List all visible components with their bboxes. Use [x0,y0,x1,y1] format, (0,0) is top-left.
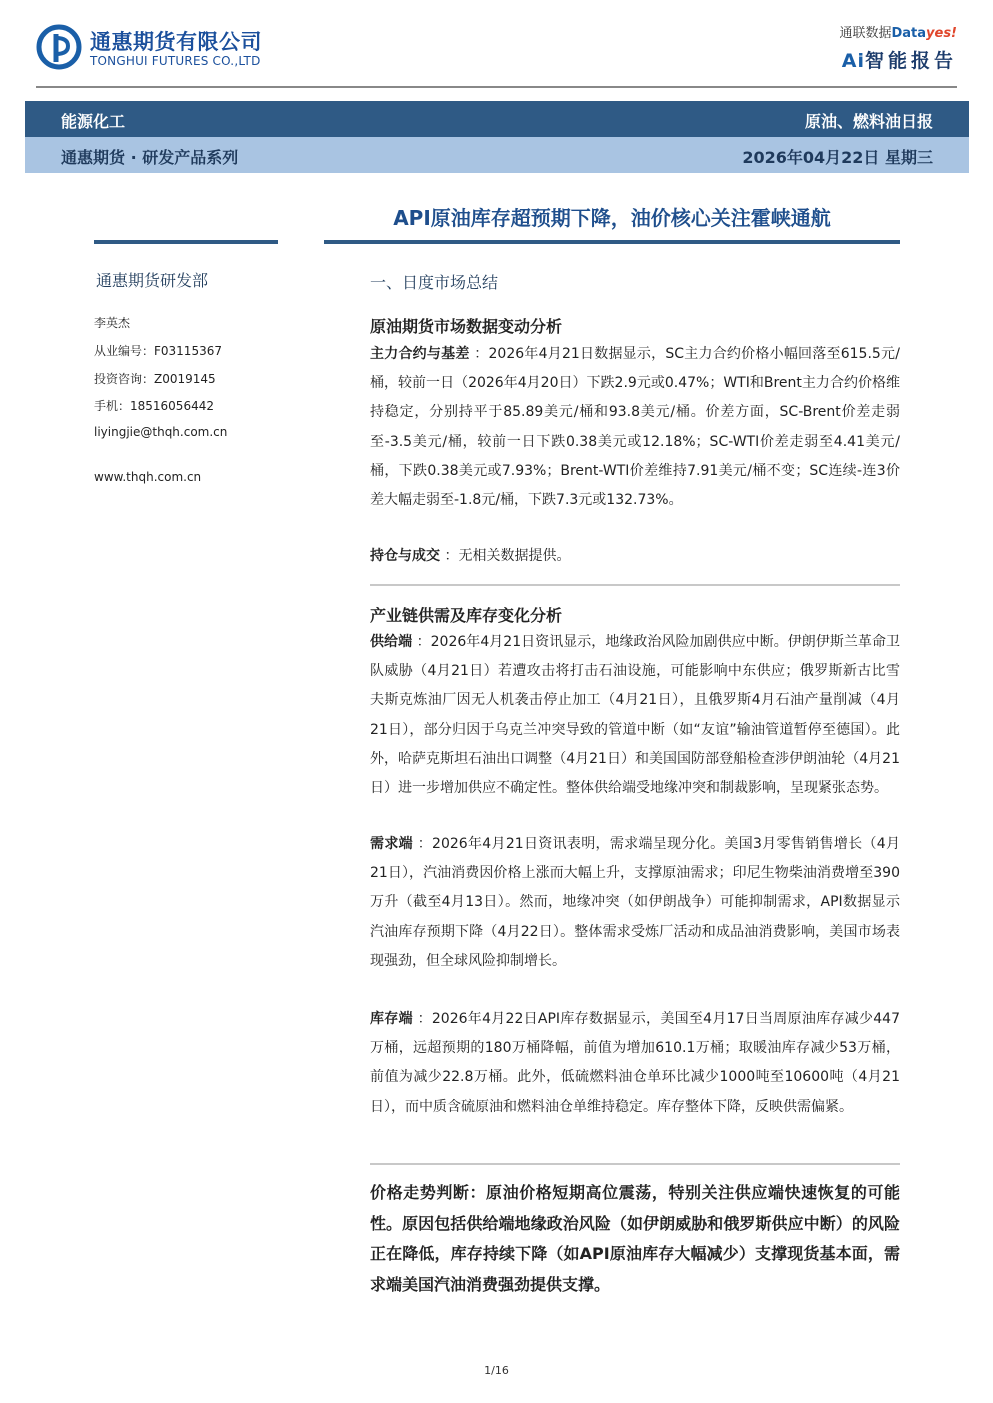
paragraph-positions [370,542,900,571]
ai-report-text: 智能报告 [864,50,957,72]
report-type-label: 原油、燃料油日报 [804,112,933,131]
price-trend-conclusion: 价格走势判断：原油价格短期高位震荡，特别关注供应端快速恢复的可能性。原因包括供给端地缘政治风险（如伊朗威胁和俄罗斯供应中断）的风险正在降低，库存持续下降（如API原油库存大幅减少）支撑现货基本面，需求端美国汽油消费强劲提供支撑。 [370,1183,900,1294]
series-label: 通惠期货 · 研发产品系列 [61,148,239,167]
report-headline: API原油库存超预期下降，油价核心关注霍峡通航 [393,206,831,230]
paragraph-text: ：无相关数据提供。 [440,548,571,564]
company-logo-icon [36,24,82,70]
paragraph-label: 库存端 [370,1011,413,1027]
section-divider [370,1163,900,1165]
paragraph-text: ：2026年4月21日数据显示，SC主力合约价格小幅回落至615.5元/桶，较前一日（2026年4月20日）下跌2.9元或0.47%；WTI和Brent主力合约价格维持稳定，分别持平于85.89美元/桶和93.8美元/桶。价差方面，SC-Brent价差走弱至-3.5美元/桶，较前一日下跌0.38美元或12.18%；SC-WTI价差走弱至4.41美元/桶，下跌0.38美元或7.93%；Brent-WTI价差维持7.91美元/桶不变；SC连续-连3价差大幅走弱至-1.8元/桶，下跌7.3元或132.73%。 [370,346,900,509]
company-name-cn: 通惠期货有限公司 [90,30,262,54]
ai-report-label [842,46,957,73]
section-title-market-summary: 一、日度市场总结 [370,273,499,292]
series-band [25,137,969,173]
license-number: 从业编号：F03115367 [94,344,222,358]
paragraph-text: ：2026年4月22日API库存数据显示，美国至4月17日当周原油库存减少447万桶，远超预期的180万桶降幅，前值为增加610.1万桶；取暖油库存减少53万桶，前值为减少22.8万桶。此外，低硫燃料油仓单环比减少1000吨至10600吨（4月21日），而中质含硫原油和燃料油仓单维持稳定。库存整体下降，反映供需偏紧。 [370,1011,900,1115]
paragraph-text: ：2026年4月21日资讯表明，需求端呈现分化。美国3月零售销售增长（4月21日），汽油消费因价格上涨而大幅上升，支撑原油需求；印尼生物柴油消费增至390万升（截至4月13日）。然而，地缘冲突（如伊朗战争）可能抑制需求，API数据显示汽油库存预期下降（4月22日）。整体需求受炼厂活动和成品油消费影响，美国市场表现强劲，但全球风险抑制增长。 [370,836,900,969]
header-divider [36,86,957,88]
email-link[interactable]: liyingjie@thqh.com.cn [94,425,228,439]
company-name-en: TONGHUI FUTURES CO.,LTD [90,54,261,68]
page-number: 1/16 [484,1364,509,1377]
paragraph-inventory [370,1005,900,1122]
category-label: 能源化工 [61,112,126,131]
category-band [25,101,969,137]
paragraph-label: 主力合约与基差 [370,346,470,362]
paragraph-label: 持仓与成交 [370,548,440,564]
paragraph-main-contract [370,340,900,515]
website-link[interactable]: www.thqh.com.cn [94,470,202,484]
sidebar-top-rule [94,240,278,244]
section-divider [370,584,900,586]
paragraph-label: 需求端 [370,836,413,852]
report-date: 2026年04月22日 星期三 [742,148,933,167]
paragraph-label: 供给端 [370,634,413,650]
datayes-brand-yes: yes! [926,26,957,41]
main-top-rule [324,240,900,244]
paragraph-demand [370,830,900,976]
subheading-supply-demand: 产业链供需及库存变化分析 [370,606,563,625]
paragraph-text: ：2026年4月21日资讯显示，地缘政治风险加剧供应中断。伊朗伊斯兰革命卫队威胁（4月21日）若遭攻击将打击石油设施，可能影响中东供应；俄罗斯新古比雪夫斯克炼油厂因无人机袭击停止加工（4月21日），且俄罗斯4月石油产量削减（4月21日），部分归因于乌克兰冲突导致的管道中断（如“友谊”输油管道暂停至德国）。此外，哈萨克斯坦石油出口调整（4月21日）和美国国防部登船检查涉伊朗油轮（4月21日）进一步增加供应不确定性。整体供给端受地缘冲突和制裁影响，呈现紧张态势。 [370,634,900,797]
phone-number: 手机：18516056442 [94,399,214,413]
department-name: 通惠期货研发部 [96,271,209,290]
consult-number: 投资咨询：Z0019145 [94,372,216,386]
datayes-brand-data: Data [891,26,927,41]
paragraph-supply [370,628,900,803]
author-name: 李英杰 [94,316,131,330]
datayes-brand-cn: 通联数据 [839,26,892,41]
ai-tag: Ai [841,50,865,72]
subheading-futures-data: 原油期货市场数据变动分析 [370,317,563,336]
datayes-brand [839,22,957,41]
